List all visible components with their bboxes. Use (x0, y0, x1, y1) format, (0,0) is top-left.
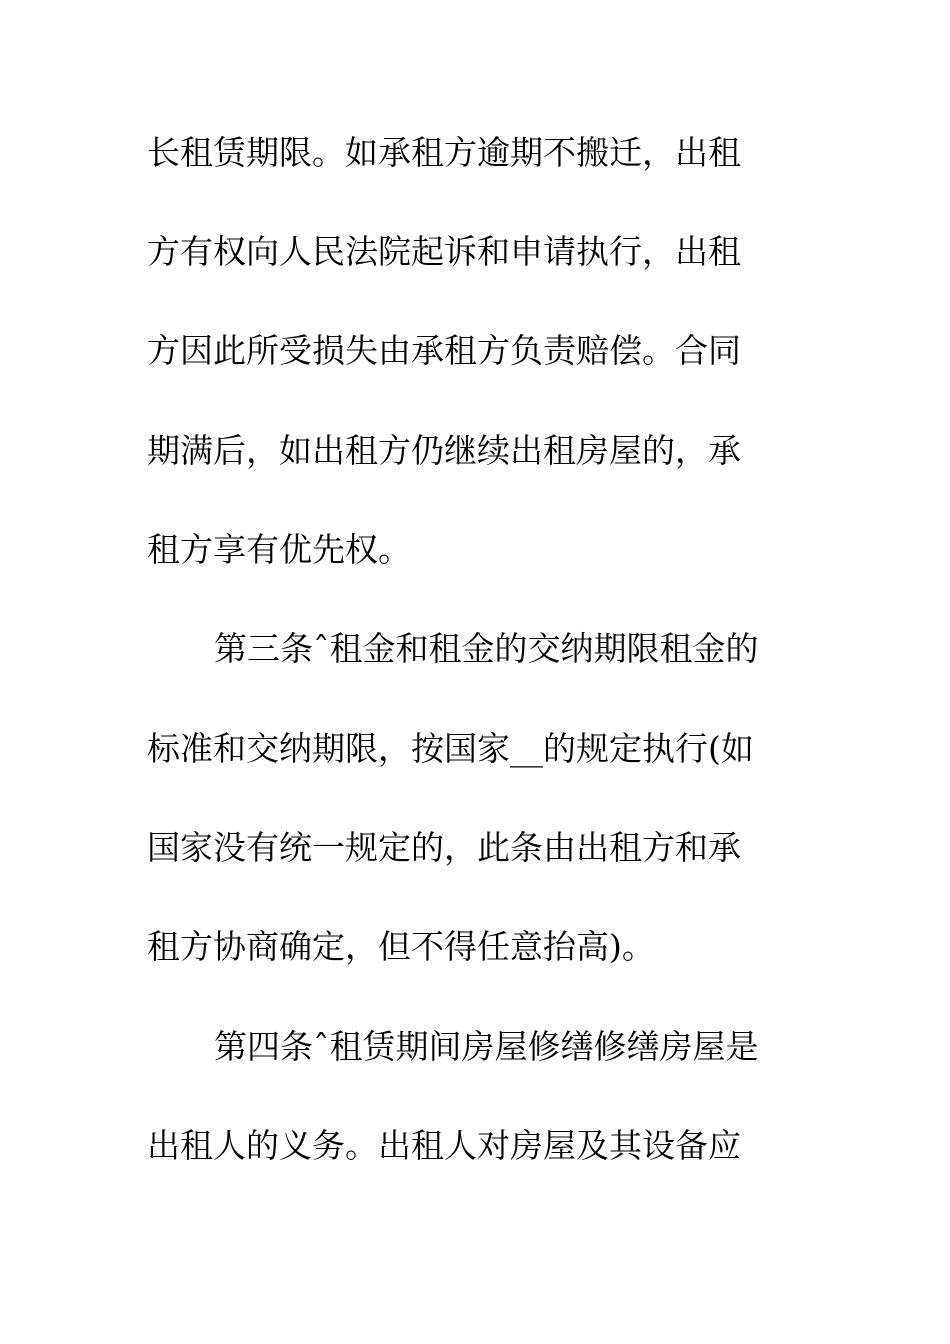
article-heading-line: 第三条ˆ租金和租金的交纳期限租金的 (214, 629, 759, 668)
text-line: 租方协商确定，但不得任意抬高)。 (147, 927, 655, 966)
text-line: 长租赁期限。如承租方逾期不搬迁，出租 (147, 133, 741, 172)
text-line: 方有权向人民法院起诉和申请执行，出租 (147, 232, 741, 271)
text-line: 租方享有优先权。 (147, 530, 411, 569)
article-heading-line: 第四条ˆ租赁期间房屋修缮修缮房屋是 (214, 1027, 759, 1066)
text-line: 标准和交纳期限，按国家__的规定执行(如 (147, 729, 754, 768)
text-line: 方因此所受损失由承租方负责赔偿。合同 (147, 331, 741, 370)
text-line: 出租人的义务。出租人对房屋及其设备应 (147, 1126, 741, 1165)
text-line: 期满后，如出租方仍继续出租房屋的，承 (147, 431, 741, 470)
text-line: 国家没有统一规定的，此条由出租方和承 (147, 828, 741, 867)
